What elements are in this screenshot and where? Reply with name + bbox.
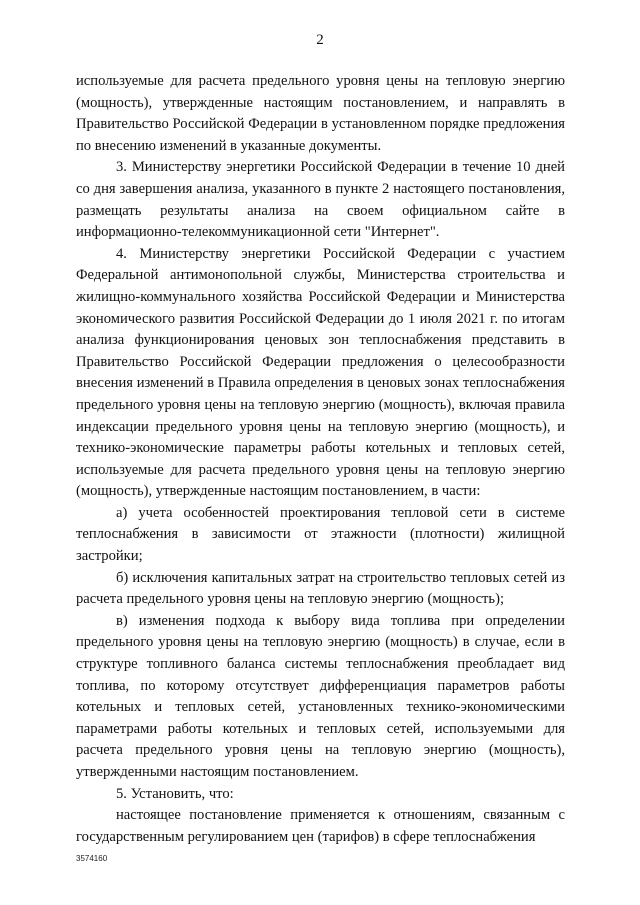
- paragraph-item-4: 4. Министерству энергетики Российской Федерации с участием Федеральной антимонопольной службы, Министерства строительства и жилищно-коммунального хозяйства Российской Федерации и Министерства экономического развития Российской Федерации до 1 июля 2021 г. по итогам анализа функционирования ценовых зон теплоснабжения представить в Правительство Российской Федерации предложения о целесообразности внесения изменений в Правила определения в ценовых зонах теплоснабжения предельного уровня цены на тепловую энергию (мощность), включая правила индексации предельного уровня цены на тепловую энергию (мощность), и технико-экономические параметры работы котельных и тепловых сетей, используемые для расчета предельного уровня цены на тепловую энергию (мощность), утвержденные настоящим постановлением, в части:: [76, 245, 565, 500]
- paragraph-subitem-a: а) учета особенностей проектирования тепловой сети в системе теплоснабжения в зависимости от этажности (плотности) жилищной застройки;: [76, 504, 565, 565]
- document-body: [76, 71, 565, 848]
- paragraph-subitem-v: в) изменения подхода к выбору вида топлива при определении предельного уровня цены на тепловую энергию (мощность) в случае, если в структуре топливного баланса системы теплоснабжения преобладает вид топлива, по которому отсутствует дифференциация параметров работы котельных и тепловых сетей, установленных технико-экономическими параметрами работы котельных и тепловых сетей, используемыми для расчета предельного уровня цены на тепловую энергию (мощность), утвержденными настоящим постановлением.: [76, 612, 565, 780]
- document-code: 3574160: [76, 854, 108, 863]
- paragraph-item-5-text: настоящее постановление применяется к отношениям, связанным с государственным регулированием цен (тарифов) в сфере теплоснабжения: [76, 807, 565, 845]
- paragraph-subitem-b: б) исключения капитальных затрат на строительство тепловых сетей из расчета предельного уровня цены на тепловую энергию (мощность);: [76, 569, 565, 608]
- paragraph-continuation: используемые для расчета предельного уровня цены на тепловую энергию (мощность), утвержденные настоящим постановлением, и направлять в Правительство Российской Федерации в установленном порядке предложения по внесению изменений в указанные документы.: [76, 73, 565, 154]
- paragraph-item-3: 3. Министерству энергетики Российской Федерации в течение 10 дней со дня завершения анализа, указанного в пункте 2 настоящего постановления, размещать результаты анализа на своем официальном сайте в информационно-телекоммуникационной сети "Интернет".: [76, 159, 565, 241]
- paragraph-item-5: 5. Установить, что:: [116, 785, 234, 802]
- page-number: 2: [316, 32, 324, 48]
